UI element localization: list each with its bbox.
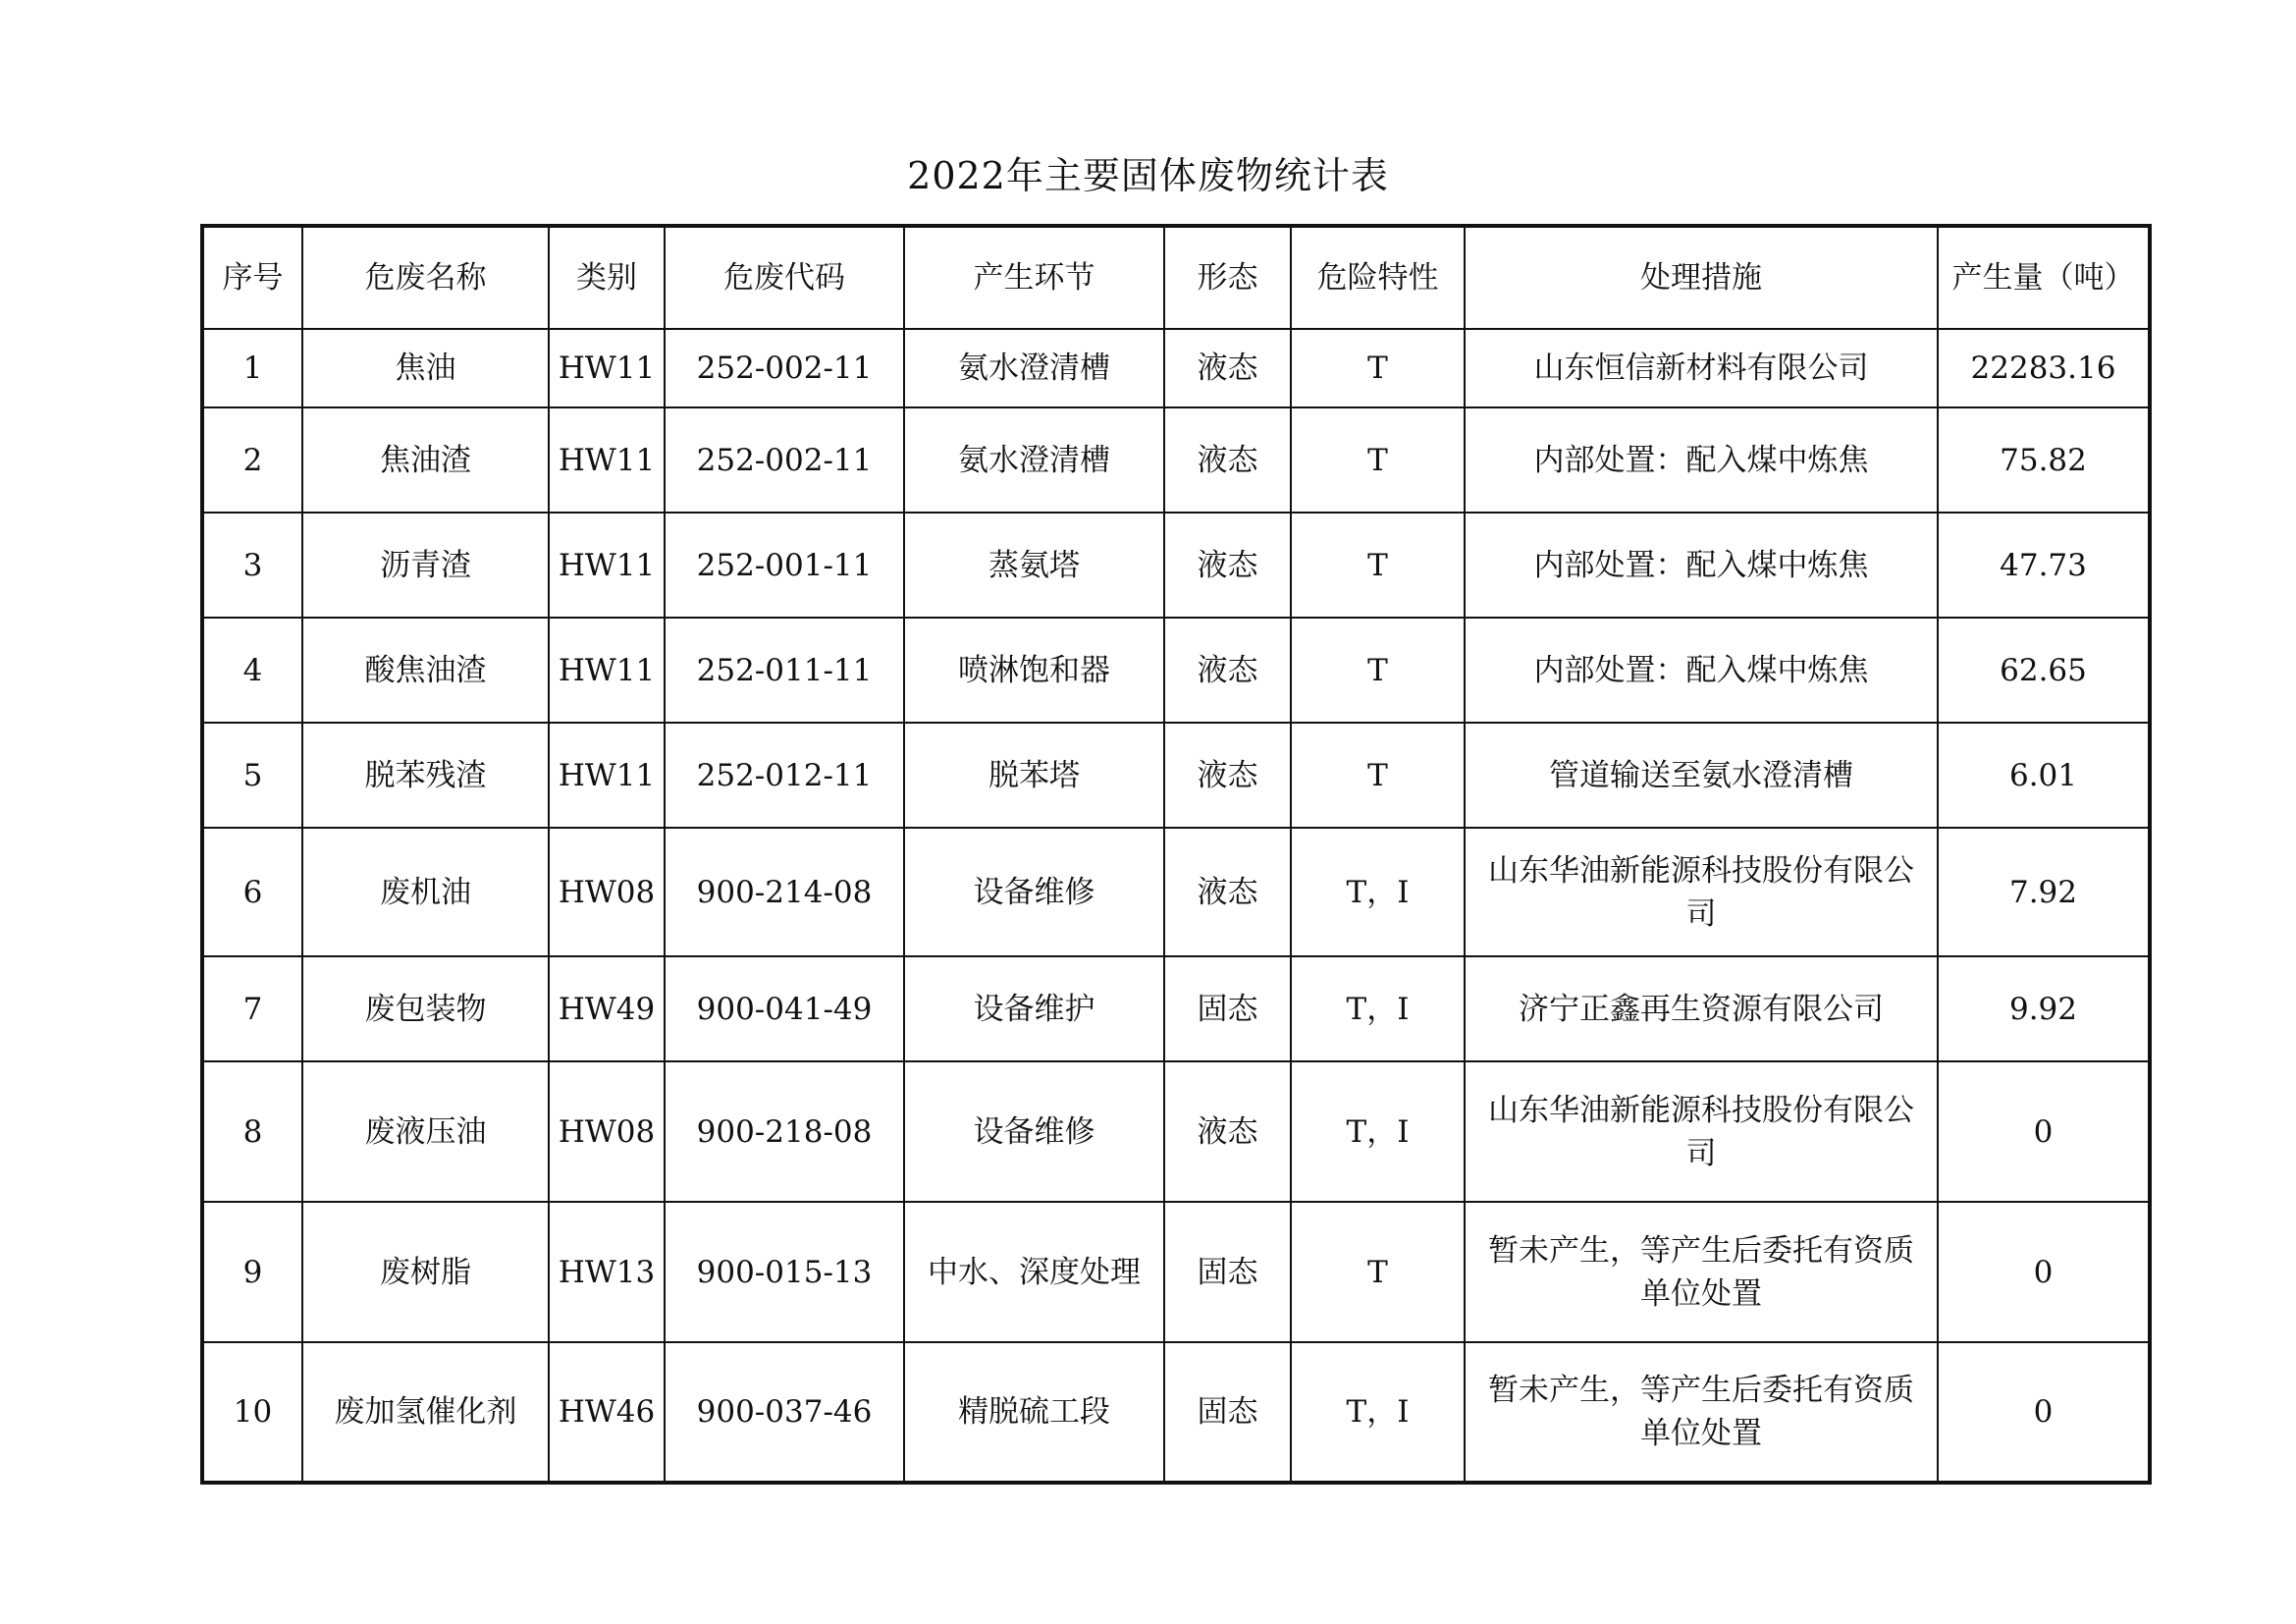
- cell-waste-name: 废液压油: [302, 1061, 549, 1202]
- cell-source-process: 氨水澄清槽: [904, 329, 1164, 407]
- cell-waste-code: 900-041-49: [665, 956, 904, 1061]
- cell-hazard-property: T: [1291, 723, 1465, 828]
- cell-source-process: 蒸氨塔: [904, 513, 1164, 618]
- cell-category: HW08: [549, 828, 665, 956]
- cell-category: HW08: [549, 1061, 665, 1202]
- cell-form: 固态: [1164, 1202, 1291, 1342]
- cell-form: 液态: [1164, 513, 1291, 618]
- header-cell-source-process: 产生环节: [904, 226, 1164, 329]
- cell-index: 7: [202, 956, 302, 1061]
- cell-waste-code: 252-002-11: [665, 407, 904, 513]
- cell-disposal-measure: 济宁正鑫再生资源有限公司: [1465, 956, 1938, 1061]
- cell-hazard-property: T: [1291, 1202, 1465, 1342]
- cell-index: 8: [202, 1061, 302, 1202]
- cell-source-process: 设备维修: [904, 828, 1164, 956]
- cell-disposal-measure: 山东恒信新材料有限公司: [1465, 329, 1938, 407]
- cell-disposal-measure: 管道输送至氨水澄清槽: [1465, 723, 1938, 828]
- cell-amount: 0: [1938, 1061, 2150, 1202]
- cell-waste-name: 废加氢催化剂: [302, 1342, 549, 1483]
- cell-form: 液态: [1164, 407, 1291, 513]
- cell-category: HW11: [549, 513, 665, 618]
- header-cell-index: 序号: [202, 226, 302, 329]
- cell-form: 液态: [1164, 828, 1291, 956]
- cell-waste-name: 酸焦油渣: [302, 618, 549, 723]
- header-cell-waste-name: 危废名称: [302, 226, 549, 329]
- table-row: [202, 828, 2150, 956]
- header-cell-disposal-measure: 处理措施: [1465, 226, 1938, 329]
- cell-hazard-property: T: [1291, 513, 1465, 618]
- cell-index: 2: [202, 407, 302, 513]
- cell-disposal-measure: 内部处置：配入煤中炼焦: [1465, 618, 1938, 723]
- header-cell-category: 类别: [549, 226, 665, 329]
- cell-disposal-measure: 山东华油新能源科技股份有限公司: [1465, 828, 1938, 956]
- cell-waste-code: 900-037-46: [665, 1342, 904, 1483]
- table-row: [202, 407, 2150, 513]
- cell-index: 4: [202, 618, 302, 723]
- table-row: [202, 956, 2150, 1061]
- cell-source-process: 氨水澄清槽: [904, 407, 1164, 513]
- page-title: 2022年主要固体废物统计表: [907, 154, 1389, 197]
- cell-source-process: 设备维修: [904, 1061, 1164, 1202]
- cell-disposal-measure: 山东华油新能源科技股份有限公司: [1465, 1061, 1938, 1202]
- table-row: [202, 513, 2150, 618]
- cell-form: 液态: [1164, 723, 1291, 828]
- cell-waste-name: 焦油渣: [302, 407, 549, 513]
- cell-amount: 0: [1938, 1202, 2150, 1342]
- cell-amount: 47.73: [1938, 513, 2150, 618]
- cell-index: 6: [202, 828, 302, 956]
- cell-waste-code: 900-214-08: [665, 828, 904, 956]
- header-cell-form: 形态: [1164, 226, 1291, 329]
- cell-form: 固态: [1164, 956, 1291, 1061]
- cell-hazard-property: T，I: [1291, 828, 1465, 956]
- table-row: [202, 618, 2150, 723]
- cell-source-process: 精脱硫工段: [904, 1342, 1164, 1483]
- cell-waste-name: 沥青渣: [302, 513, 549, 618]
- cell-hazard-property: T，I: [1291, 1061, 1465, 1202]
- table-header: [202, 226, 2150, 329]
- cell-source-process: 喷淋饱和器: [904, 618, 1164, 723]
- cell-waste-name: 废包装物: [302, 956, 549, 1061]
- cell-disposal-measure: 内部处置：配入煤中炼焦: [1465, 513, 1938, 618]
- header-cell-waste-code: 危废代码: [665, 226, 904, 329]
- cell-amount: 6.01: [1938, 723, 2150, 828]
- cell-hazard-property: T，I: [1291, 956, 1465, 1061]
- cell-index: 5: [202, 723, 302, 828]
- cell-waste-code: 252-001-11: [665, 513, 904, 618]
- cell-category: HW11: [549, 723, 665, 828]
- cell-category: HW49: [549, 956, 665, 1061]
- cell-amount: 62.65: [1938, 618, 2150, 723]
- table-row: [202, 1202, 2150, 1342]
- cell-source-process: 脱苯塔: [904, 723, 1164, 828]
- cell-index: 1: [202, 329, 302, 407]
- cell-amount: 9.92: [1938, 956, 2150, 1061]
- header-cell-amount: 产生量（吨）: [1938, 226, 2150, 329]
- cell-index: 3: [202, 513, 302, 618]
- cell-waste-code: 252-002-11: [665, 329, 904, 407]
- cell-form: 液态: [1164, 329, 1291, 407]
- header-row: [202, 226, 2150, 329]
- cell-index: 9: [202, 1202, 302, 1342]
- cell-waste-name: 废机油: [302, 828, 549, 956]
- cell-disposal-measure: 暂未产生，等产生后委托有资质单位处置: [1465, 1342, 1938, 1483]
- cell-waste-name: 脱苯残渣: [302, 723, 549, 828]
- cell-hazard-property: T: [1291, 329, 1465, 407]
- cell-waste-code: 900-218-08: [665, 1061, 904, 1202]
- cell-category: HW11: [549, 407, 665, 513]
- cell-waste-name: 焦油: [302, 329, 549, 407]
- hazardous-waste-table: [200, 224, 2152, 1485]
- cell-source-process: 中水、深度处理: [904, 1202, 1164, 1342]
- cell-category: HW46: [549, 1342, 665, 1483]
- cell-hazard-property: T: [1291, 407, 1465, 513]
- table-row: [202, 723, 2150, 828]
- cell-category: HW11: [549, 329, 665, 407]
- cell-form: 固态: [1164, 1342, 1291, 1483]
- table-body: [202, 329, 2150, 1483]
- cell-category: HW11: [549, 618, 665, 723]
- cell-hazard-property: T: [1291, 618, 1465, 723]
- table-row: [202, 329, 2150, 407]
- cell-index: 10: [202, 1342, 302, 1483]
- cell-waste-code: 900-015-13: [665, 1202, 904, 1342]
- cell-disposal-measure: 暂未产生，等产生后委托有资质单位处置: [1465, 1202, 1938, 1342]
- cell-category: HW13: [549, 1202, 665, 1342]
- cell-amount: 7.92: [1938, 828, 2150, 956]
- table-row: [202, 1061, 2150, 1202]
- cell-source-process: 设备维护: [904, 956, 1164, 1061]
- cell-hazard-property: T，I: [1291, 1342, 1465, 1483]
- table-row: [202, 1342, 2150, 1483]
- cell-form: 液态: [1164, 1061, 1291, 1202]
- cell-waste-code: 252-011-11: [665, 618, 904, 723]
- cell-waste-name: 废树脂: [302, 1202, 549, 1342]
- header-cell-hazard-property: 危险特性: [1291, 226, 1465, 329]
- cell-amount: 0: [1938, 1342, 2150, 1483]
- cell-form: 液态: [1164, 618, 1291, 723]
- cell-amount: 22283.16: [1938, 329, 2150, 407]
- cell-disposal-measure: 内部处置：配入煤中炼焦: [1465, 407, 1938, 513]
- cell-waste-code: 252-012-11: [665, 723, 904, 828]
- cell-amount: 75.82: [1938, 407, 2150, 513]
